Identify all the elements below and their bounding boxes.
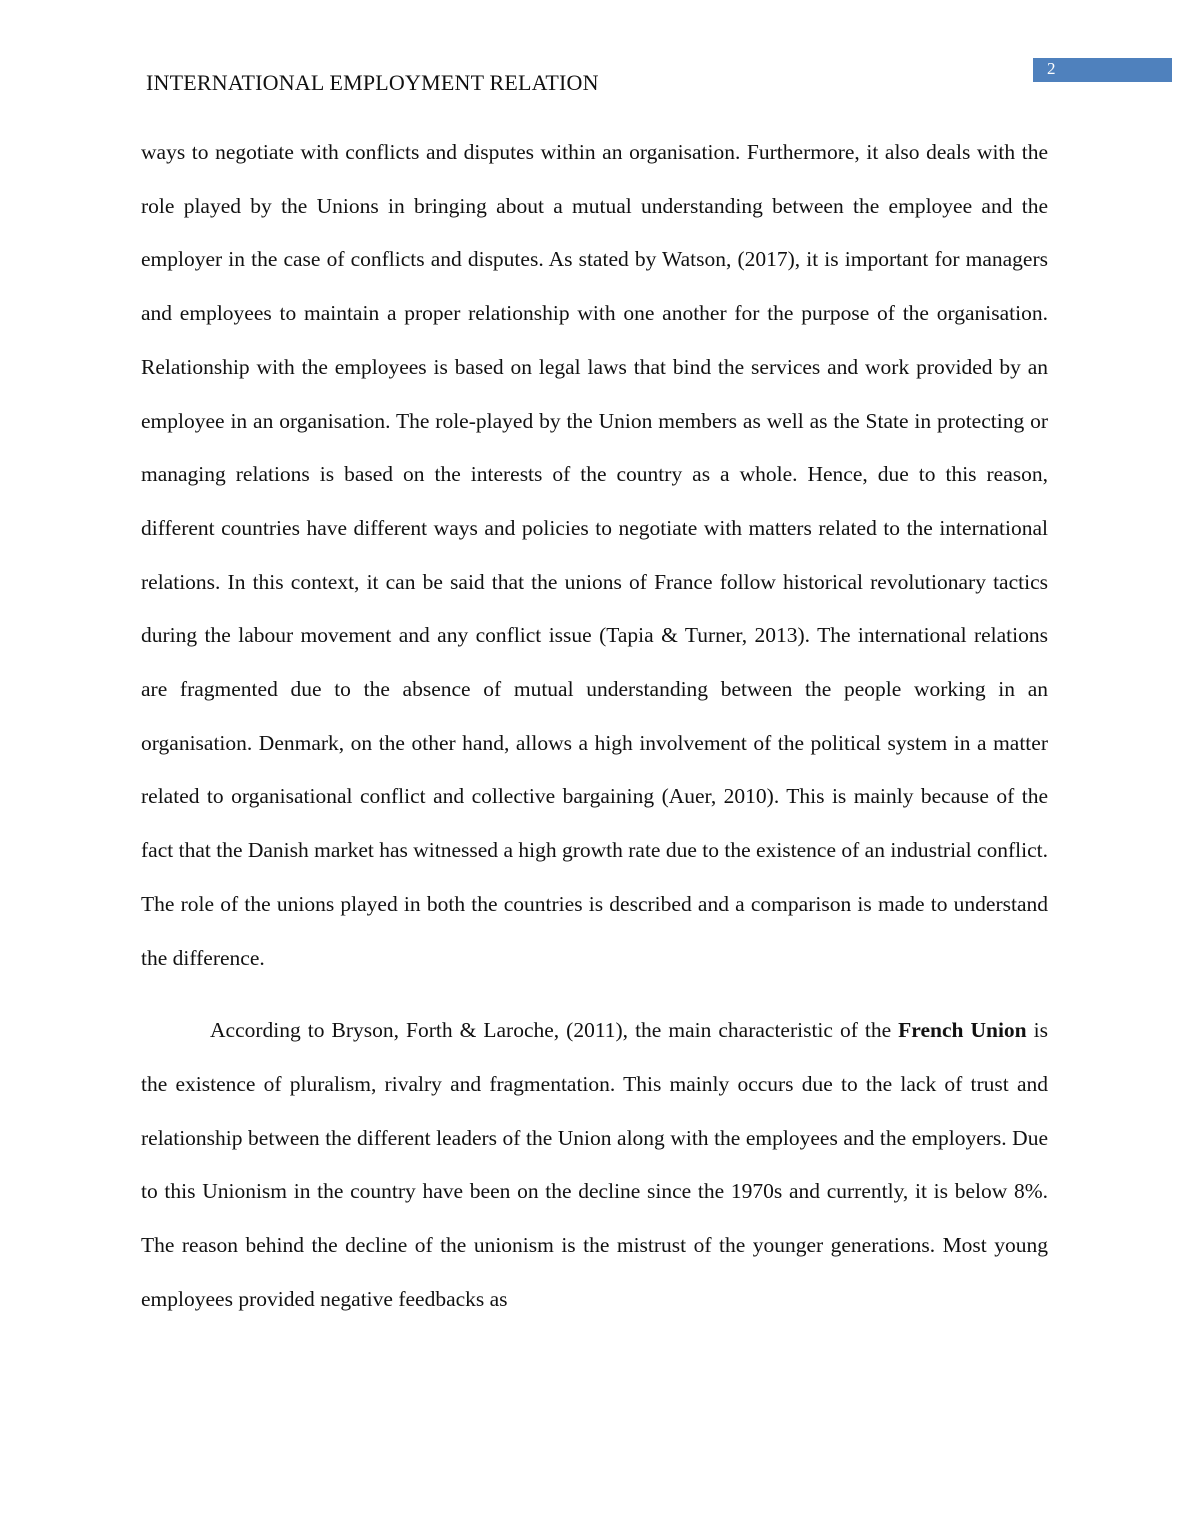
bold-term-french-union: French Union — [898, 1018, 1027, 1043]
document-body — [141, 126, 1048, 1326]
body-paragraph: ways to negotiate with conflicts and disputes within an organisation. Furthermore, it also deals with the role played by the Unions in bringing about a mutual understanding between the employee and the employer in the case of conflicts and disputes. As stated by Watson, (2017), it is important for managers and employees to maintain a proper relationship with one another for the purpose of the organisation. Relationship with the employees is based on legal laws that bind the services and work provided by an employee in an organisation. The role-played by the Union members as well as the State in protecting or managing relations is based on the interests of the country as a whole. Hence, due to this reason, different countries have different ways and policies to negotiate with matters related to the international relations. In this context, it can be said that the unions of France follow historical revolutionary tactics during the labour movement and any conflict issue (Tapia & Turner, 2013). The international relations are fragmented due to the absence of mutual understanding between the people working in an organisation. Denmark, on the other hand, allows a high involvement of the political system in a matter related to organisational conflict and collective bargaining (Auer, 2010). This is mainly because of the fact that the Danish market has witnessed a high growth rate due to the existence of an industrial conflict. The role of the unions played in both the countries is described and a comparison is made to understand the difference. — [141, 140, 1048, 970]
paragraph-continuation-text: is the existence of pluralism, rivalry and fragmentation. This mainly occurs due to the lack of trust and relationship between the different leaders of the Union along with the employees and the employers. Due to this Unionism in the country have been on the decline since the 1970s and currently, it is below 8%. The reason behind the decline of the unionism is the mistrust of the younger generations. Most young employees provided negative feedbacks as — [141, 1018, 1048, 1311]
body-paragraph-french-union — [141, 1004, 1048, 1326]
page-number-badge — [1033, 58, 1172, 82]
page-number: 2 — [1047, 59, 1056, 78]
running-header-title: INTERNATIONAL EMPLOYMENT RELATION — [146, 70, 599, 95]
paragraph-intro-text: According to Bryson, Forth & Laroche, (2011), the main characteristic of the — [210, 1018, 899, 1043]
